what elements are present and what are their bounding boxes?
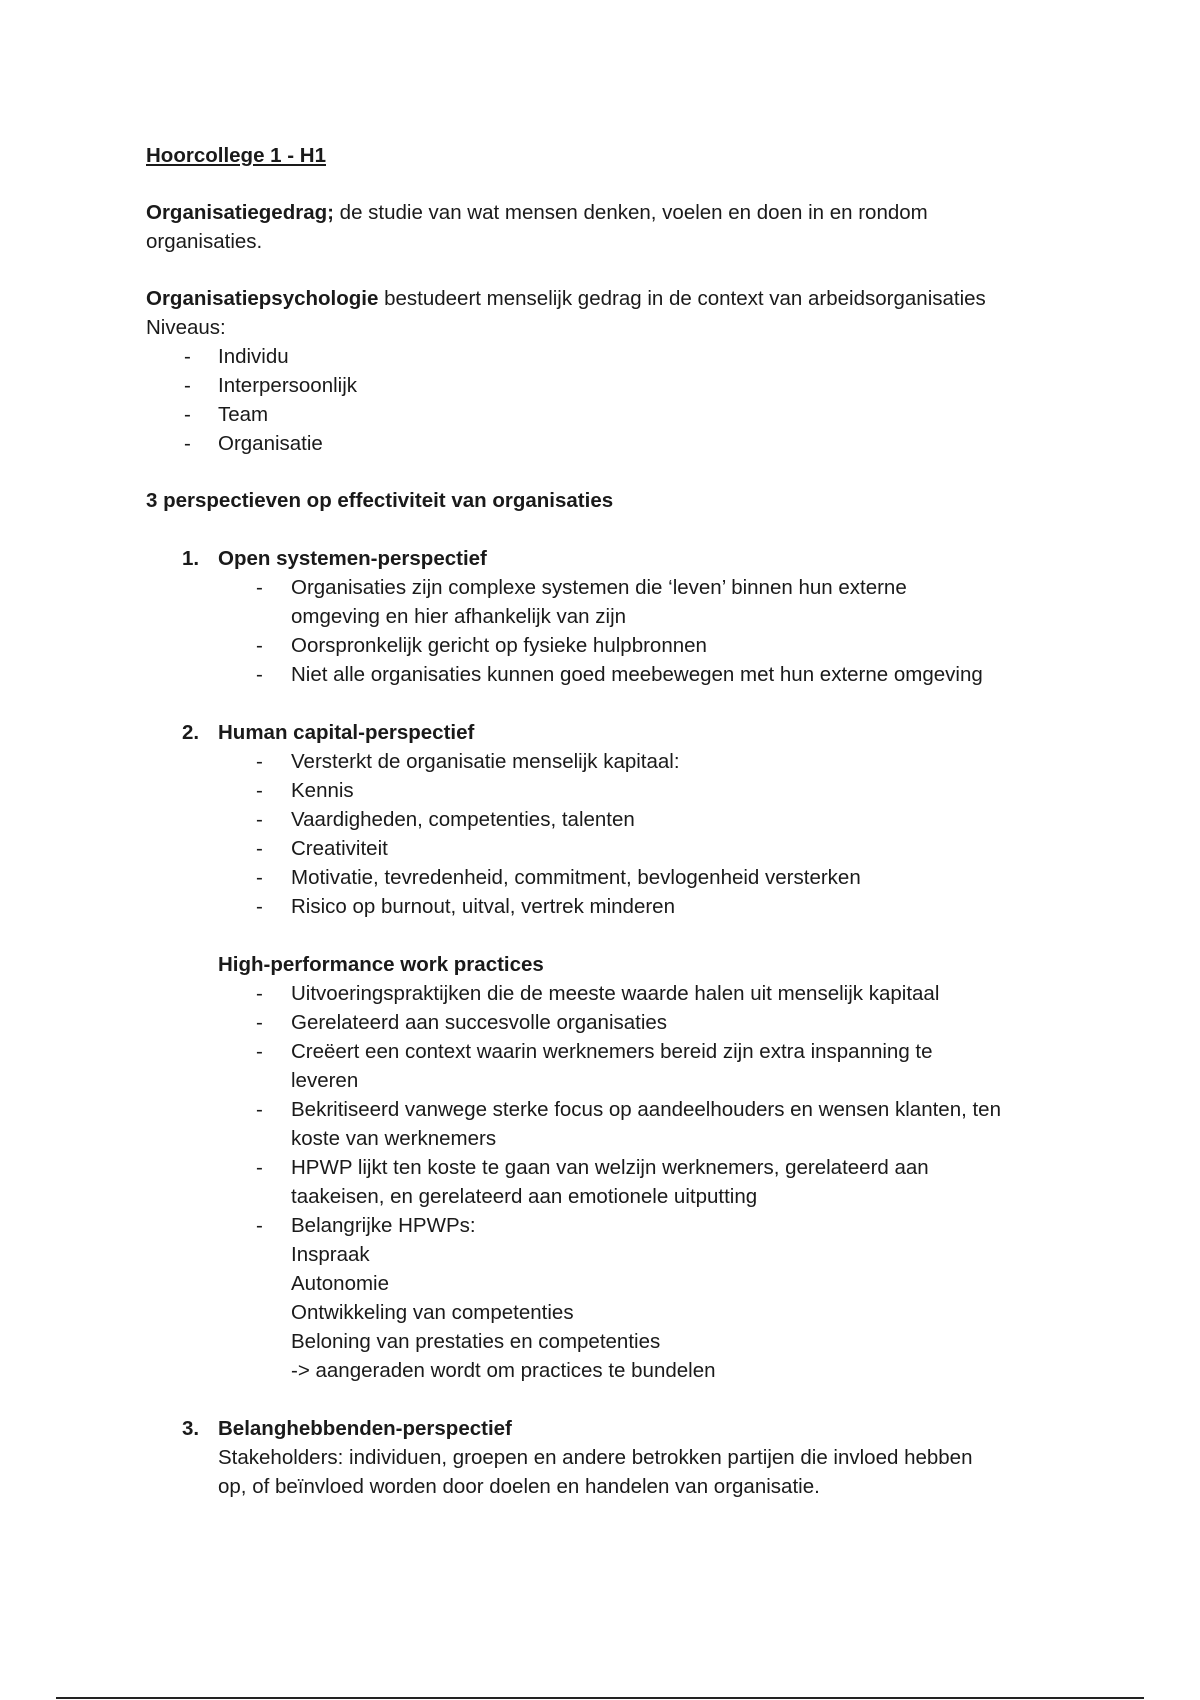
list-item: - Organisaties zijn complexe systemen die ‘leven’ binnen hun externe omgeving en hier afhankelijk van zijn xyxy=(146,573,1001,631)
definition-organisatiegedrag xyxy=(146,198,1006,256)
perspective-title: Human capital-perspectief xyxy=(218,721,475,744)
list-item: - Niet alle organisaties kunnen goed meebewegen met hun externe omgeving xyxy=(146,660,1046,689)
key-practice: Beloning van prestaties en competenties xyxy=(291,1330,661,1353)
list-item: - Bekritiseerd vanwege sterke focus op aandeelhouders en wensen klanten, ten koste van werknemers xyxy=(146,1095,1026,1153)
term-organisatiegedrag: Organisatiegedrag; xyxy=(146,201,334,224)
list-item: - Interpersoonlijk xyxy=(146,371,1076,400)
hpwp-heading: High-performance work practices xyxy=(218,953,544,976)
hpwp-key-list xyxy=(146,1240,1076,1385)
perspective-3-text: Stakeholders: individuen, groepen en andere betrokken partijen die invloed hebben op, of beïnvloed worden door doelen en handelen van organisatie. xyxy=(218,1446,973,1498)
perspective-number: 3. xyxy=(182,1417,200,1440)
key-practice: Inspraak xyxy=(291,1243,370,1266)
document-page xyxy=(146,141,1076,1501)
list-item: - Team xyxy=(146,400,1076,429)
footer-divider xyxy=(56,1697,1144,1699)
key-practice-note: -> aangeraden wordt om practices te bundelen xyxy=(291,1359,716,1382)
perspective-1-list xyxy=(146,573,1046,689)
perspectives-heading: 3 perspectieven op effectiviteit van organisaties xyxy=(146,489,614,512)
list-item: - Gerelateerd aan succesvolle organisaties xyxy=(146,1008,1076,1037)
list-item: - HPWP lijkt ten koste te gaan van welzijn werknemers, gerelateerd aan taakeisen, en gerelateerd aan emotionele uitputting xyxy=(146,1153,1001,1211)
list-item: - Versterkt de organisatie menselijk kapitaal: xyxy=(146,747,1076,776)
perspective-2-heading xyxy=(146,718,1076,747)
text-organisatiepsychologie: bestudeert menselijk gedrag in de context van arbeidsorganisaties xyxy=(378,287,986,310)
list-item: - Vaardigheden, competenties, talenten xyxy=(146,805,1076,834)
perspective-number: 2. xyxy=(182,721,200,744)
list-item: - Creativiteit xyxy=(146,834,1076,863)
list-item: - Risico op burnout, uitval, vertrek minderen xyxy=(146,892,1076,921)
definition-organisatiepsychologie xyxy=(146,284,1076,313)
perspective-1-heading xyxy=(146,544,1076,573)
key-practice: Autonomie xyxy=(291,1272,390,1295)
perspective-number: 1. xyxy=(182,547,200,570)
page-title: Hoorcollege 1 - H1 xyxy=(146,144,326,167)
perspective-2-list xyxy=(146,747,1076,921)
perspective-title: Open systemen-perspectief xyxy=(218,547,487,570)
perspective-title: Belanghebbenden-perspectief xyxy=(218,1417,512,1440)
list-item: - Motivatie, tevredenheid, commitment, bevlogenheid versterken xyxy=(146,863,1076,892)
term-organisatiepsychologie: Organisatiepsychologie xyxy=(146,287,379,310)
list-item: - Belangrijke HPWPs: xyxy=(146,1211,1076,1240)
key-practice: Ontwikkeling van competenties xyxy=(291,1301,574,1324)
list-item: - Creëert een context waarin werknemers bereid zijn extra inspanning te leveren xyxy=(146,1037,1001,1095)
list-item: - Kennis xyxy=(146,776,1076,805)
list-item: - Organisatie xyxy=(146,429,1076,458)
list-item: - Uitvoeringspraktijken die de meeste waarde halen uit menselijk kapitaal xyxy=(146,979,1076,1008)
levels-label: Niveaus: xyxy=(146,316,226,339)
text-organisatiegedrag: de studie van wat mensen denken, voelen en doen in en rondom organisaties. xyxy=(146,201,928,253)
list-item: - Individu xyxy=(146,342,1076,371)
list-item: - Oorspronkelijk gericht op fysieke hulpbronnen xyxy=(146,631,1046,660)
levels-list xyxy=(146,342,1076,458)
hpwp-list xyxy=(146,979,1076,1240)
perspective-3-heading xyxy=(146,1414,1076,1443)
